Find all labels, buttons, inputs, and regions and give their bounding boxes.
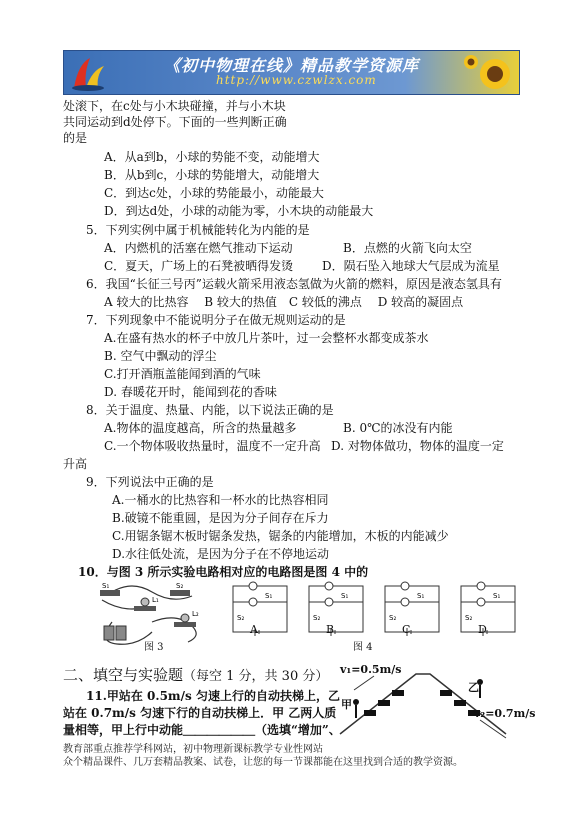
options-6: A 较大的比热容 B 较大的热值 C 较低的沸点 D 较高的凝固点	[104, 295, 464, 309]
svg-text:S₁: S₁	[341, 592, 349, 600]
label-b: B	[326, 623, 335, 636]
question-7: 7．下列现象中不能说明分子在做无规则运动的是	[86, 313, 346, 327]
svg-text:S₁: S₁	[493, 592, 501, 600]
figure-4-caption: 图 4	[353, 642, 373, 653]
option-8d-cont: 升高	[63, 457, 88, 471]
battery-icon	[104, 626, 114, 640]
option-4a: A．从a到b，小球的势能不变，动能增大	[104, 150, 320, 164]
option-7c: C.打开酒瓶盖能闻到酒的气味	[104, 367, 261, 381]
svg-text:S₂: S₂	[313, 614, 321, 622]
person-jia-icon	[353, 699, 359, 718]
arrow-up-icon	[354, 676, 374, 690]
svg-text:L₂: L₂	[192, 610, 199, 618]
sunflower-icon	[457, 52, 517, 92]
option-4b: B．从b到c，小球的势能增大，动能增大	[104, 168, 320, 182]
label-jia: 甲	[341, 698, 352, 711]
option-5c: C．夏天，广场上的石凳被晒得发烫	[104, 259, 294, 273]
question-11-line-2: 站在 0.7m/s 匀速下行的自动扶梯上．甲 乙两人质	[63, 706, 337, 720]
svg-text:S₂: S₂	[237, 614, 245, 622]
option-8a: A.物体的温度越高，所含的热量越多	[104, 421, 297, 435]
option-7d: D. 春暖花开时，能闻到花的香味	[104, 385, 277, 399]
option-5d: D．陨石坠入地球大气层成为流星	[322, 259, 500, 273]
option-5a: A．内燃机的活塞在燃气推动下运动	[104, 241, 293, 255]
header-url[interactable]: http://www.czwlzx.com	[216, 73, 377, 87]
question-8: 8．关于温度、热量、内能，以下说法正确的是	[86, 403, 334, 417]
question-11-line-1: 11.甲站在 0.5m/s 匀速上行的自动扶梯上，乙	[86, 689, 340, 703]
label-a: A	[250, 623, 258, 636]
option-4c: C．到达c处，小球的势能最小，动能最大	[104, 186, 324, 200]
svg-text:S₂: S₂	[389, 614, 397, 622]
section-2-title: 二、填空与实验题（每空 1 分，共 30 分）	[63, 666, 329, 684]
question-11-line-3: 量相等，甲上行中动能＿＿＿＿＿＿（选填“增加”、	[63, 723, 341, 737]
text-line: 处滚下，在c处与小木块碰撞，并与小木块	[63, 99, 286, 113]
svg-text:S₁: S₁	[265, 592, 273, 600]
header-title: 《初中物理在线》精品教学资源库	[164, 56, 420, 75]
svg-text:L₁: L₁	[152, 596, 159, 604]
arrow-down-icon	[480, 720, 506, 738]
footer-line-1: 教育部重点推荐学科网站，初中物理新课标教学专业性网站	[63, 744, 323, 755]
label-c: C	[402, 623, 411, 636]
lamp-holder-icon	[134, 606, 156, 611]
text-line: 的是	[63, 131, 88, 145]
lamp-holder-icon	[174, 622, 196, 627]
label-yi: 乙	[468, 681, 479, 694]
question-5: 5．下列实例中属于机械能转化为内能的是	[86, 223, 310, 237]
footer-line-2: 众个精品课件、几万套精品教案、试卷，让您的每一节课都能在这里找到合适的教学资源。	[63, 757, 463, 768]
option-9a: A.一桶水的比热容和一杯水的比热容相同	[112, 493, 329, 507]
option-8c: C.一个物体吸收热量时，温度不一定升高	[104, 439, 321, 453]
question-9: 9．下列说法中正确的是	[86, 475, 214, 489]
switch-s2-icon	[170, 590, 190, 596]
text-line: 共同运动到d处停下。下面的一些判断正确	[63, 115, 287, 129]
option-9c: C.用锯条锯木板时锯条发热，锯条的内能增加，木板的内能减少	[112, 529, 449, 543]
option-8d: D. 对物体做功，物体的温度一定	[331, 439, 504, 453]
speed-v2: v₂=0.7m/s	[474, 707, 536, 720]
svg-text:S₂: S₂	[176, 582, 184, 590]
header-banner	[63, 50, 520, 95]
figure-3-caption: 图 3	[144, 642, 164, 653]
label-d: D	[478, 623, 487, 636]
switch-s1-icon	[100, 590, 120, 596]
svg-text:S₁: S₁	[102, 582, 110, 590]
option-7a: A.在盛有热水的杯子中放几片茶叶，过一会整杯水都变成茶水	[104, 331, 429, 345]
svg-text:S₂: S₂	[465, 614, 473, 622]
option-7b: B. 空气中飘动的浮尘	[104, 349, 217, 363]
speed-v1: v₁=0.5m/s	[340, 663, 402, 676]
option-5b: B．点燃的火箭飞向太空	[343, 241, 472, 255]
question-10: 10．与图 3 所示实验电路相对应的电路图是图 4 中的	[78, 565, 369, 579]
battery-icon	[116, 626, 126, 640]
svg-text:S₁: S₁	[417, 592, 425, 600]
question-6: 6．我国“长征三号丙”运载火箭采用液态氢做为火箭的燃料，原因是液态氢具有	[86, 277, 502, 291]
option-9d: D.水往低处流，是因为分子在不停地运动	[112, 547, 330, 561]
option-9b: B.破镜不能重圆，是因为分子间存在斥力	[112, 511, 329, 525]
option-8b: B. 0℃的冰没有内能	[343, 421, 453, 435]
logo-icon	[68, 54, 108, 92]
option-4d: D．到达d处，小球的动能为零，小木块的动能最大	[104, 204, 374, 218]
